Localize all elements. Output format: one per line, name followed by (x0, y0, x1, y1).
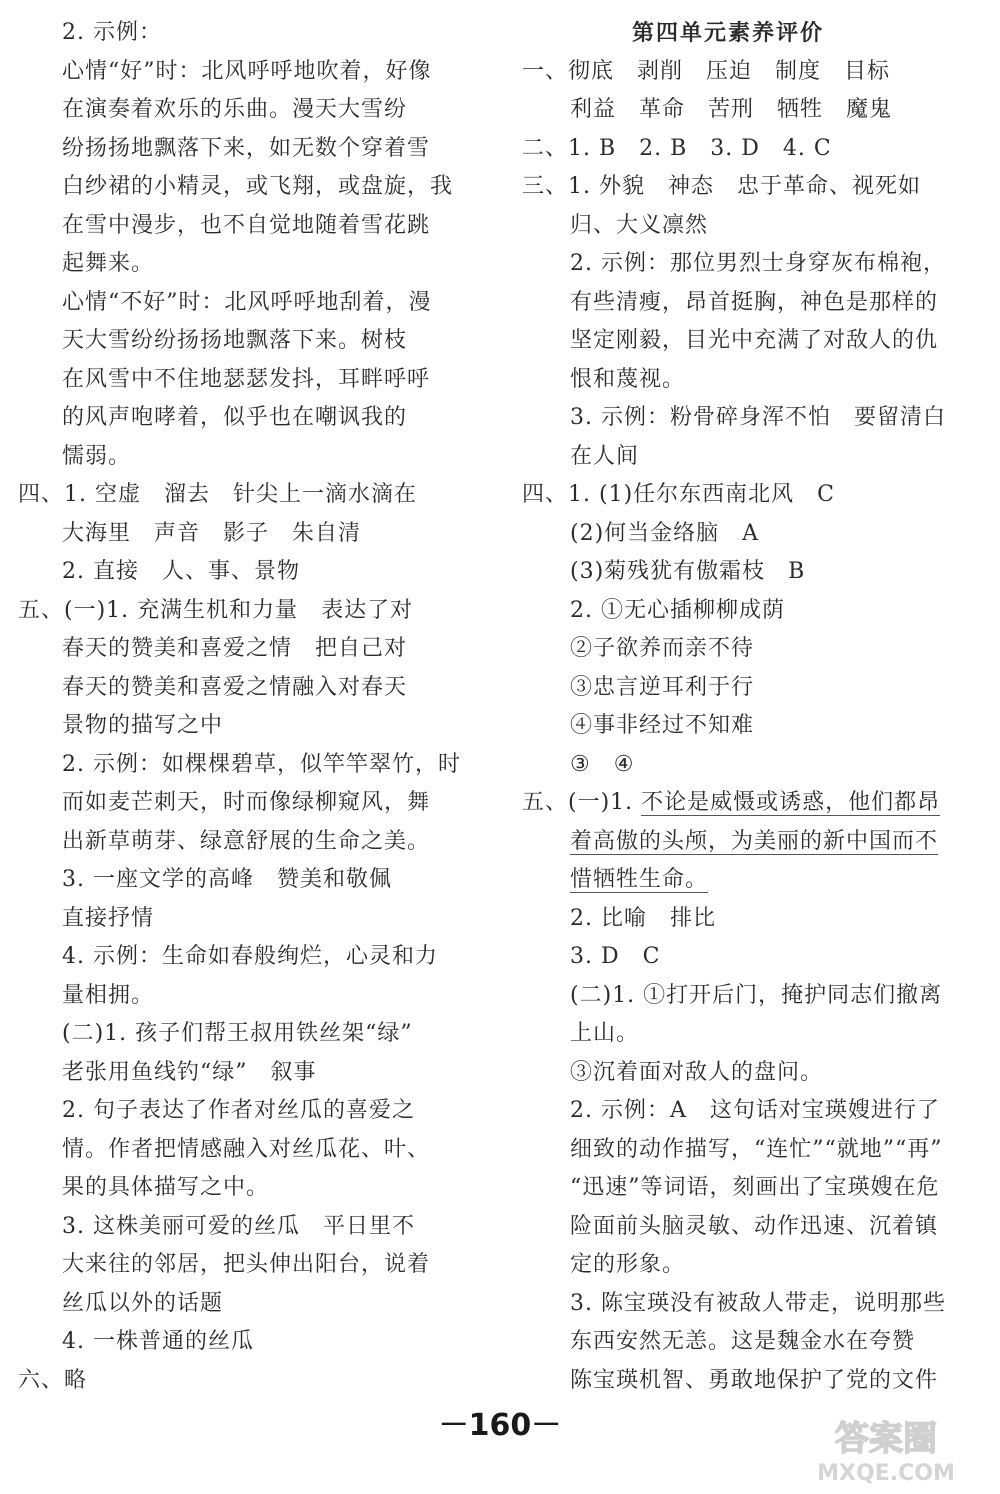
answer-line: (二)1. 孩子们帮王叔用铁丝架“绿” (62, 1021, 413, 1046)
section-title: 第四单元素养评价 (632, 20, 825, 46)
answer-line-prefix: 五、(一)1. (522, 790, 642, 815)
answer-line: 三、1. 外貌 神态 忠于革命、视死如 (522, 174, 921, 199)
answer-line: 天大雪纷纷扬扬地飘落下来。树枝 (62, 328, 408, 353)
answer-line: 情。作者把情感融入对丝瓜花、叶、 (62, 1136, 431, 1162)
answer-line: 3. 示例：粉骨碎身浑不怕 要留清白 (570, 405, 946, 430)
answer-line: 3. D C (570, 944, 661, 969)
answer-line: “迅速”等词语，刻画出了宝瑛嫂在危 (570, 1175, 940, 1200)
answer-line: 2. 示例：A 这句话对宝瑛嫂进行了 (570, 1098, 940, 1123)
answer-line: 纷扬扬地飘落下来，如无数个穿着雪 (62, 135, 431, 161)
answer-line: 果的具体描写之中。 (62, 1175, 270, 1200)
answer-line: 2. 直接 人、事、景物 (62, 559, 300, 584)
answer-line: (2)何当金络脑 A (570, 520, 760, 546)
answer-line: 定的形象。 (570, 1252, 686, 1277)
answer-line: 心情“不好”时：北风呼呼地刮着，漫 (62, 289, 432, 315)
answer-line: 在风雪中不住地瑟瑟发抖，耳畔呼呼 (62, 366, 431, 392)
answer-line: 的风声咆哮着，似乎也在嘲讽我的 (62, 405, 408, 430)
answer-line: 量相拥。 (62, 982, 155, 1008)
answer-line: 陈宝瑛机智、勇敢地保护了党的文件 (570, 1367, 939, 1393)
answer-line: 春天的赞美和喜爱之情融入对春天 (62, 674, 408, 700)
answer-line: ③沉着面对敌人的盘问。 (570, 1059, 824, 1085)
answer-line: 险面前头脑灵敏、动作迅速、沉着镇 (570, 1213, 939, 1239)
answer-line: 懦弱。 (62, 443, 132, 469)
answer-line: ②子欲养而亲不待 (570, 636, 755, 661)
answer-line: 直接抒情 (62, 905, 155, 931)
answer-line: 恨和蔑视。 (570, 366, 686, 392)
answer-line: 3. 一座文学的高峰 赞美和敬佩 (62, 867, 392, 892)
answer-line: 出新草萌芽、绿意舒展的生命之美。 (62, 828, 431, 854)
watermark-text: 答案圈 (835, 1419, 937, 1459)
answer-line: (二)1. ①打开后门，掩护同志们撤离 (570, 982, 943, 1008)
answer-line: 丝瓜以外的话题 (62, 1290, 224, 1316)
answer-line: 老张用鱼线钓“绿” 叙事 (62, 1059, 317, 1085)
answer-line: 3. 陈宝瑛没有被敌人带走，说明那些 (570, 1290, 946, 1316)
answer-line: ③ ④ (570, 751, 635, 777)
answer-line: 景物的描写之中 (62, 713, 224, 738)
answer-line: 心情“好”时：北风呼呼地吹着，好像 (62, 58, 432, 84)
answer-line: ③忠言逆耳利于行 (570, 674, 755, 700)
answer-line: 东西安然无恙。这是魏金水在夸赞 (570, 1329, 916, 1354)
answer-line: 利益 革命 苦刑 牺牲 魔鬼 (570, 97, 893, 122)
answer-line: 五、(一)1. 充满生机和力量 表达了对 (18, 597, 414, 623)
answer-line: 2. 比喻 排比 (570, 905, 716, 931)
answer-line (522, 784, 940, 822)
answer-line: 在雪中漫步，也不自觉地随着雪花跳 (62, 212, 431, 238)
answer-line: 2. 示例： (62, 20, 162, 45)
underlined-text: 惜牺牲生命。 (570, 867, 709, 892)
answer-line: 2. ①无心插柳柳成荫 (570, 597, 785, 623)
answer-line (570, 823, 938, 861)
answer-line: 上山。 (570, 1021, 640, 1046)
answer-line: 一、彻底 剥削 压迫 制度 目标 (522, 58, 891, 84)
answer-line: 起舞来。 (62, 251, 155, 276)
page-number: －160－ (438, 1408, 562, 1443)
answer-line: 4. 一株普通的丝瓜 (62, 1329, 254, 1354)
answer-line: 2. 示例：如棵棵碧草，似竿竿翠竹，时 (62, 751, 461, 777)
answer-line (570, 861, 708, 899)
answer-line: 白纱裙的小精灵，或飞翔，或盘旋，我 (62, 174, 454, 199)
answer-line: (3)菊残犹有傲霜枝 B (570, 559, 806, 584)
answer-line: 2. 句子表达了作者对丝瓜的喜爱之 (62, 1098, 415, 1123)
watermark-logo (786, 1410, 986, 1486)
answer-line: 而如麦芒刺天，时而像绿柳窥风，舞 (62, 790, 431, 815)
watermark-domain: MXQE.COM (817, 1461, 955, 1486)
answer-line: 四、1. (1)任尔东西南北风 C (522, 482, 835, 507)
answer-line: 大海里 声音 影子 朱自清 (62, 520, 362, 546)
answer-line: 春天的赞美和喜爱之情 把自己对 (62, 636, 408, 661)
underlined-text: 着高傲的头颅，为美丽的新中国而不 (570, 828, 939, 854)
answer-line: 有些清瘦，昂首挺胸，神色是那样的 (570, 289, 939, 315)
answer-line: 坚定刚毅，目光中充满了对敌人的仇 (570, 328, 939, 353)
answer-line: 大来往的邻居，把头伸出阳台，说着 (62, 1252, 431, 1277)
answer-line: 六、略 (18, 1367, 88, 1393)
answer-line: 归、大义凛然 (570, 212, 709, 238)
answer-line: 4. 示例：生命如春般绚烂，心灵和力 (62, 944, 438, 969)
answer-line: 细致的动作描写，“连忙”“就地”“再” (570, 1136, 943, 1162)
underlined-text: 不论是威慑或诱惑，他们都昂 (641, 790, 941, 815)
answer-line: 2. 示例：那位男烈士身穿灰布棉袍， (570, 251, 946, 276)
answer-line: 二、1. B 2. B 3. D 4. C (522, 135, 832, 161)
answer-line: 四、1. 空虚 溜去 针尖上一滴水滴在 (18, 482, 417, 507)
answer-line: 在演奏着欢乐的乐曲。漫天大雪纷 (62, 97, 408, 122)
answer-line: 3. 这株美丽可爱的丝瓜 平日里不 (62, 1213, 415, 1239)
answer-line: ④事非经过不知难 (570, 713, 755, 738)
answer-line: 在人间 (570, 443, 640, 469)
